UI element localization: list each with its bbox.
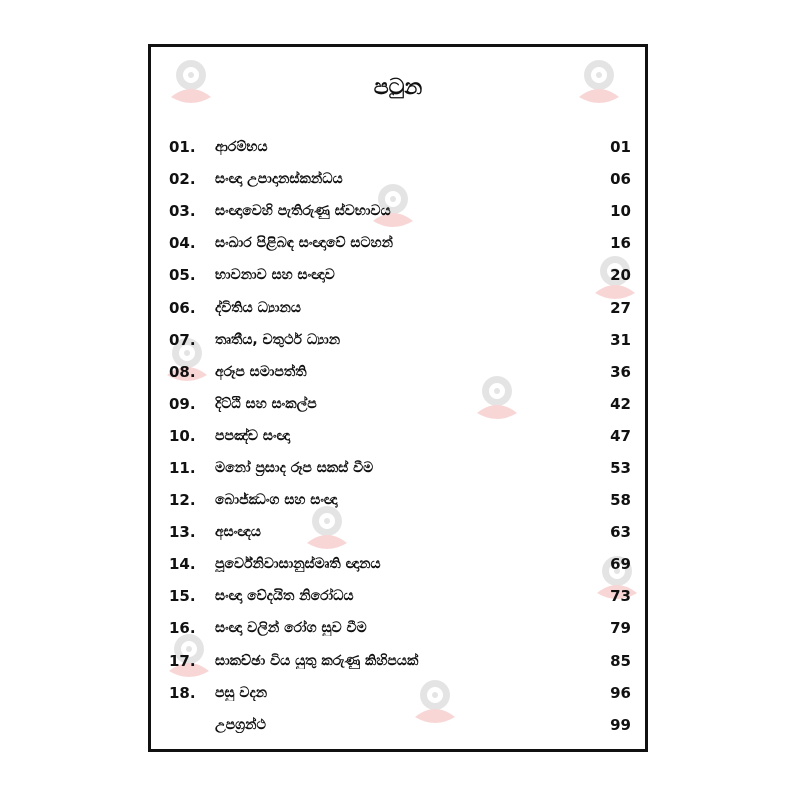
toc-entry (169, 580, 631, 612)
toc-entry-title: පසු වදන (215, 684, 268, 701)
toc-entry-number: 01. (169, 138, 196, 157)
toc-entry-number: 17. (169, 651, 196, 670)
toc-entry-title: සංඥා උපාදානස්කන්ධය (215, 171, 343, 188)
toc-entry (169, 420, 631, 452)
toc-entry-page: 36 (610, 362, 631, 381)
toc-entry-page: 85 (610, 651, 631, 670)
toc-entry (169, 645, 631, 677)
toc-entry-title: බොජ්ඣංග සහ සංඥා (215, 492, 338, 509)
toc-entry-number: 13. (169, 523, 196, 542)
toc-entry-title: සංඛාර පිළිබඳ සංඥාවේ සටහන් (215, 235, 393, 252)
toc-entry-title: සංඥාවෙහි පැතිරුණු ස්වභාවය (215, 203, 391, 220)
toc-entry-title: සංඥා වලින් රෝග සුව වීම (215, 620, 367, 637)
toc-entry (169, 388, 631, 420)
toc-entry-page: 53 (610, 458, 631, 477)
toc-entry-page: 96 (610, 683, 631, 702)
toc-entry-page: 47 (610, 426, 631, 445)
toc-entry-page: 63 (610, 523, 631, 542)
toc-entry-number: 15. (169, 587, 196, 606)
toc-entry-number: 10. (169, 426, 196, 445)
toc-entry-page: 27 (610, 298, 631, 317)
toc-entry-title: පූර්වේනිවාසානුස්මෘති ඥානය (215, 556, 381, 573)
toc-entry-title: පපඤ්ච සංඥා (215, 427, 291, 444)
toc-entry-title: උපග්‍රන්ථ (215, 716, 267, 733)
toc-entry (169, 516, 631, 548)
toc-entry (169, 709, 631, 741)
toc-entry-title: ආරම්භය (215, 139, 268, 156)
toc-entry-number: 06. (169, 298, 196, 317)
toc-entry (169, 356, 631, 388)
toc-entry-page: 31 (610, 330, 631, 349)
toc-entry-number: 08. (169, 362, 196, 381)
toc-entry-page: 58 (610, 491, 631, 510)
toc-entry-number: 09. (169, 394, 196, 413)
toc-entry-page: 20 (610, 266, 631, 285)
toc-entry-number: 05. (169, 266, 196, 285)
toc-entry-title: තෘතීය, චතුර්ථ ධ්‍යාන (215, 331, 341, 348)
toc-entry-page: 06 (610, 170, 631, 189)
toc-entry-title: භාවනාව සහ සංඥාව (215, 267, 335, 284)
toc-entry-page: 01 (610, 138, 631, 157)
toc-entry-number: 12. (169, 491, 196, 510)
toc-entry-title: සාකච්ඡා විය යුතු කරුණු කිහිපයක් (215, 652, 419, 669)
toc-entry-number: 03. (169, 202, 196, 221)
toc-entry-page: 16 (610, 234, 631, 253)
toc-entry-title: සංඥා වේදයිත නිරෝධය (215, 588, 354, 605)
toc-entry (169, 548, 631, 580)
toc-entry (169, 291, 631, 323)
toc-entry (169, 195, 631, 227)
toc-entry-page: 10 (610, 202, 631, 221)
toc-entry (169, 484, 631, 516)
toc-entry (169, 452, 631, 484)
toc-entry-page: 73 (610, 587, 631, 606)
toc-entry (169, 131, 631, 163)
toc-entry-number: 11. (169, 458, 196, 477)
toc-list (169, 131, 631, 741)
toc-entry-number: 14. (169, 555, 196, 574)
toc-entry-title: දිට්ඨි සහ සංකල්ප (215, 395, 317, 412)
toc-entry-page: 42 (610, 394, 631, 413)
toc-entry-number: 18. (169, 683, 196, 702)
table-of-contents-page (148, 44, 648, 752)
toc-entry-number: 02. (169, 170, 196, 189)
toc-entry-number: 04. (169, 234, 196, 253)
toc-entry-title: අරූප සමාපත්ති (215, 363, 307, 380)
toc-entry (169, 163, 631, 195)
toc-entry-title: ද්විතිය ධ්‍යානය (215, 299, 301, 316)
page-title: පටුන (373, 75, 423, 100)
toc-entry (169, 227, 631, 259)
toc-entry (169, 612, 631, 644)
toc-entry-title: අසංඥය (215, 524, 261, 541)
toc-entry (169, 259, 631, 291)
toc-entry-number: 16. (169, 619, 196, 638)
toc-entry-page: 79 (610, 619, 631, 638)
toc-entry-page: 69 (610, 555, 631, 574)
toc-entry-number: 07. (169, 330, 196, 349)
toc-entry (169, 324, 631, 356)
toc-entry (169, 677, 631, 709)
toc-entry-page: 99 (610, 715, 631, 734)
toc-entry-title: මනෝ ප්‍රසාද රූප සකස් වීම (215, 459, 374, 476)
